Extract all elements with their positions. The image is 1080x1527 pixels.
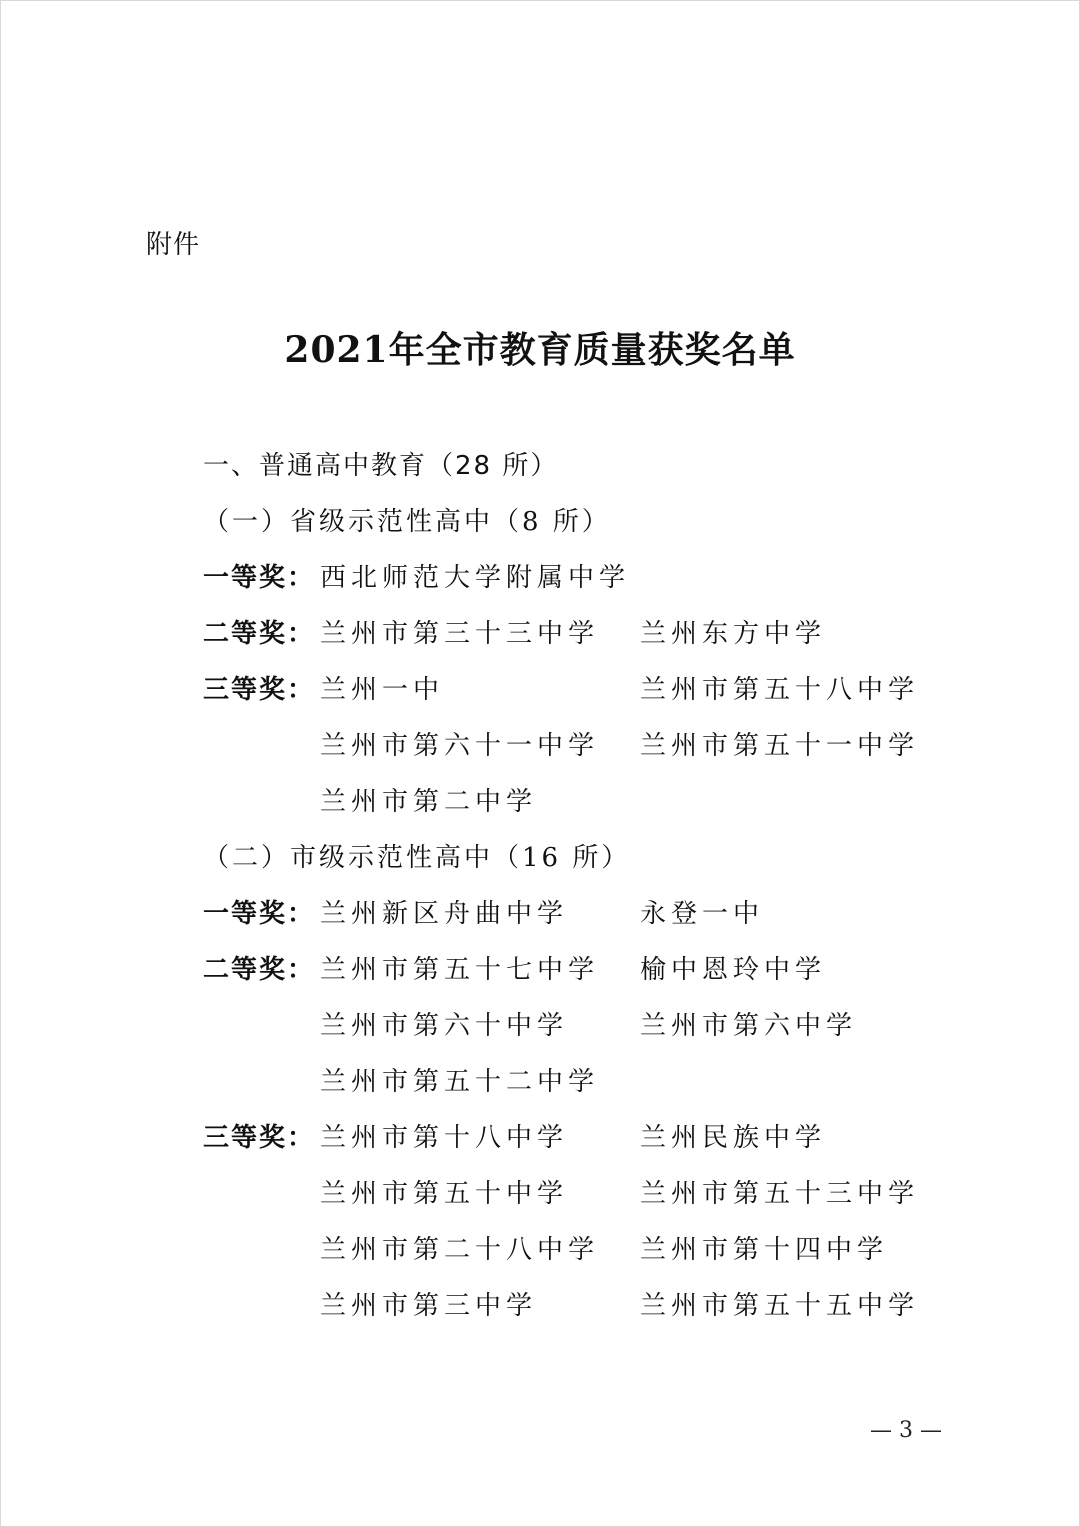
school-name: 兰州民族中学 <box>640 1123 827 1153</box>
subsection-heading-municipal: （二）市级示范性高中（16 所） <box>203 843 631 873</box>
award-label-second: 二等奖： <box>203 619 316 649</box>
award-label-third: 三等奖： <box>203 1123 316 1153</box>
school-name: 兰州市第六十一中学 <box>320 731 600 761</box>
school-name: 兰州市第二十八中学 <box>320 1235 600 1265</box>
attachment-label: 附件 <box>146 230 201 260</box>
school-name: 永登一中 <box>640 899 765 929</box>
school-name: 兰州市第五十中学 <box>320 1179 569 1209</box>
school-name: 兰州市第十八中学 <box>320 1123 569 1153</box>
award-label-second: 二等奖： <box>203 955 316 985</box>
school-name: 兰州市第十四中学 <box>640 1235 889 1265</box>
school-name: 兰州市第五十三中学 <box>640 1179 920 1209</box>
school-name: 兰州市第五十八中学 <box>640 675 920 705</box>
award-label-first: 一等奖： <box>203 899 316 929</box>
school-name: 兰州东方中学 <box>640 619 827 649</box>
school-name: 兰州市第三十三中学 <box>320 619 600 649</box>
school-name: 兰州新区舟曲中学 <box>320 899 569 929</box>
school-name: 西北师范大学附属中学 <box>320 563 631 593</box>
school-name: 兰州市第二中学 <box>320 787 538 817</box>
school-name: 兰州市第五十七中学 <box>320 955 600 985</box>
school-name: 兰州市第六中学 <box>640 1011 858 1041</box>
award-label-first: 一等奖： <box>203 563 316 593</box>
school-name: 兰州一中 <box>320 675 445 705</box>
school-name: 兰州市第五十二中学 <box>320 1067 600 1097</box>
page-number: — 3 — <box>870 1418 942 1443</box>
document-title: 2021年全市教育质量获奖名单 <box>284 329 796 371</box>
section-heading-high-school: 一、普通高中教育（28 所） <box>203 451 559 481</box>
award-label-third: 三等奖： <box>203 675 316 705</box>
school-name: 榆中恩玲中学 <box>640 955 827 985</box>
school-name: 兰州市第五十五中学 <box>640 1291 920 1321</box>
school-name: 兰州市第五十一中学 <box>640 731 920 761</box>
school-name: 兰州市第三中学 <box>320 1291 538 1321</box>
subsection-heading-provincial: （一）省级示范性高中（8 所） <box>203 507 611 537</box>
school-name: 兰州市第六十中学 <box>320 1011 569 1041</box>
